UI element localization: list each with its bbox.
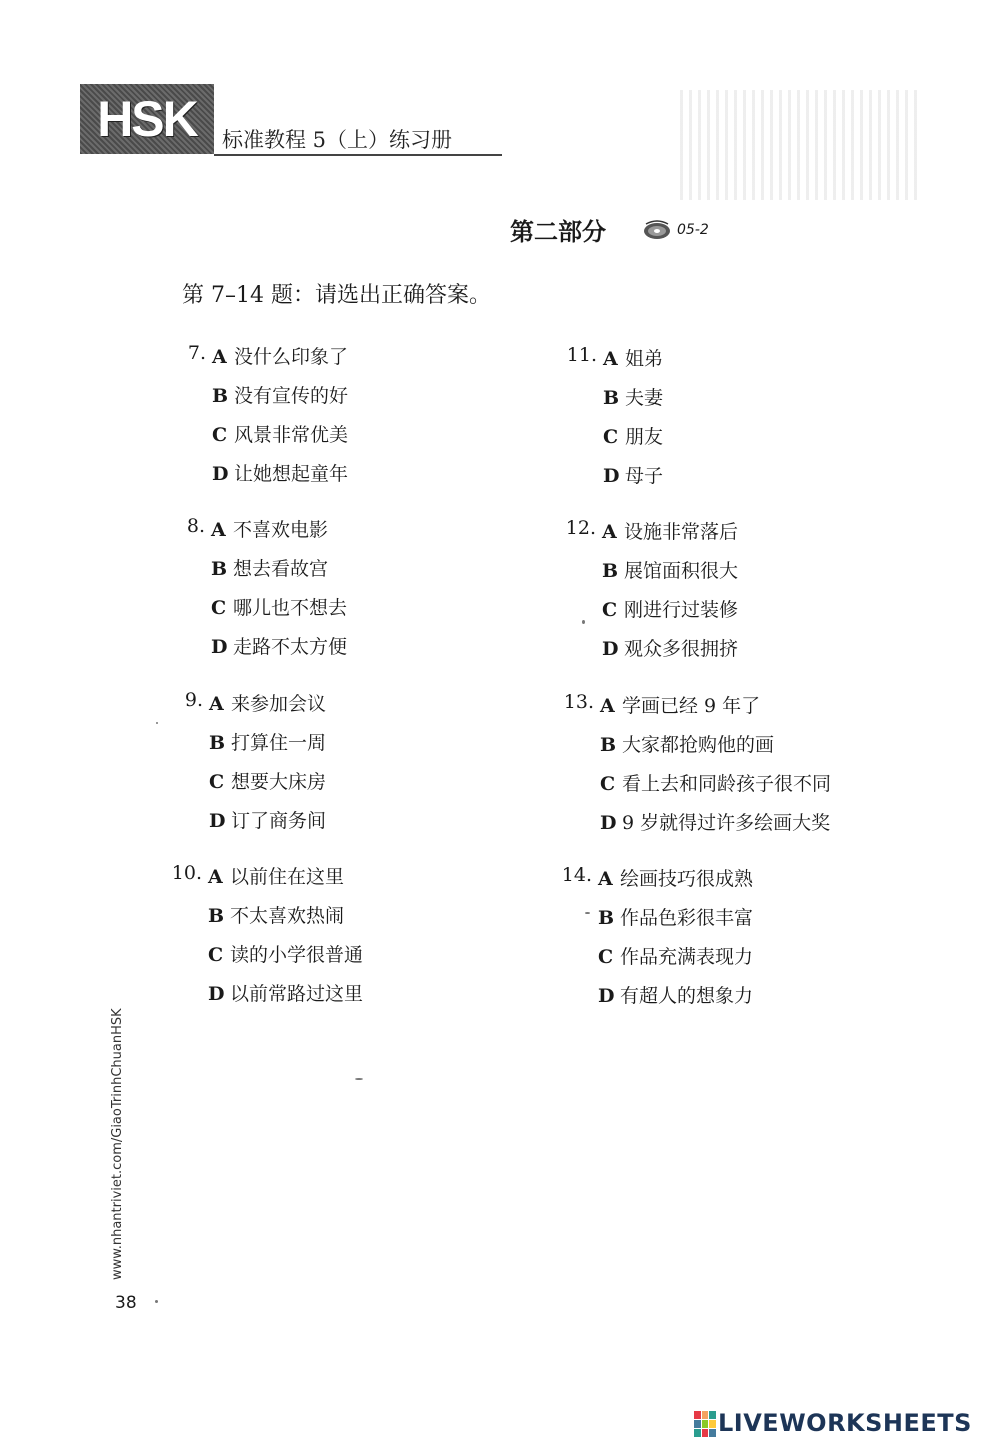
option-text: 走路不太方便 [233,636,348,658]
option-b[interactable] [603,383,663,407]
page-number: 38 [115,1293,137,1313]
option-c[interactable] [208,940,363,964]
option-text: 打算住一周 [231,732,327,754]
scan-speck [156,722,158,724]
option-letter: A [598,868,613,890]
option-text: 没什么印象了 [234,346,349,368]
option-letter: A [602,521,617,543]
option-text: 刚进行过装修 [624,599,739,621]
option-letter: B [212,385,229,407]
option-letter: A [211,519,226,541]
option-text: 展馆面积很大 [624,560,739,582]
question-number: 13. [563,691,594,713]
option-text: 订了商务间 [231,810,327,832]
option-letter: D [212,463,229,485]
option-a[interactable] [212,342,348,366]
option-c[interactable] [602,595,738,619]
option-text: 让她想起童年 [234,463,349,485]
option-letter: D [600,812,617,834]
option-text: 母子 [625,465,664,487]
question-number: 8. [186,515,205,537]
option-letter: A [209,693,224,715]
option-a[interactable] [600,691,760,715]
option-letter: A [208,866,223,888]
scan-speck [585,912,590,914]
option-a[interactable] [208,862,344,886]
option-letter: C [212,424,228,446]
option-letter: D [211,636,228,658]
scan-speck [582,620,585,624]
option-text: 风景非常优美 [234,424,349,446]
option-b[interactable] [209,728,326,752]
question-number: 10. [171,862,202,884]
question-number: 11. [566,344,597,366]
option-b[interactable] [602,556,738,580]
hsk-logo-text: HSK [97,91,197,147]
option-letter: C [211,597,227,619]
option-letter: B [602,560,619,582]
option-text: 作品充满表现力 [620,946,754,968]
option-letter: A [603,348,618,370]
option-text: 夫妻 [625,387,664,409]
option-a[interactable] [603,344,663,368]
option-letter: C [602,599,618,621]
option-letter: C [598,946,614,968]
option-b[interactable] [208,901,344,925]
option-text: 想去看故宫 [233,558,329,580]
option-text: 有超人的想象力 [620,985,754,1007]
question-number: 7. [187,342,206,364]
section-title: 第二部分 [510,217,606,246]
option-text: 设施非常落后 [624,521,739,543]
question-number: 12. [565,517,596,539]
option-text: 想要大床房 [231,771,327,793]
option-letter: B [211,558,228,580]
option-d[interactable] [211,632,347,656]
option-c[interactable] [211,593,347,617]
option-b[interactable] [211,554,328,578]
option-d[interactable] [598,981,753,1005]
option-letter: A [212,346,227,368]
option-text: 看上去和同龄孩子很不同 [622,773,832,795]
option-letter: D [603,465,620,487]
option-c[interactable] [603,422,663,446]
option-c[interactable] [598,942,753,966]
option-text: 读的小学很普通 [230,944,364,966]
book-title: 标准教程 5（上）练习册 [222,128,453,152]
option-a[interactable] [602,517,738,541]
option-letter: D [208,983,225,1005]
option-text: 作品色彩很丰富 [620,907,754,929]
option-text: 以前常路过这里 [230,983,364,1005]
option-letter: B [209,732,226,754]
option-a[interactable] [211,515,328,539]
liveworksheets-icon [694,1411,716,1437]
side-url-text: www.nhantriviet.com/GiaoTrinhChuanHSK [110,1008,125,1280]
option-letter: D [598,985,615,1007]
option-text: 不太喜欢热闹 [230,905,345,927]
option-d[interactable] [212,459,348,483]
option-text: 大家都抢购他的画 [622,734,775,756]
faint-scan-artifact [680,90,920,200]
option-c[interactable] [212,420,348,444]
option-letter: D [602,638,619,660]
hsk-logo [80,84,214,154]
option-text: 没有宣传的好 [234,385,349,407]
option-letter: C [603,426,619,448]
option-letter: C [208,944,224,966]
option-letter: B [600,734,617,756]
option-letter: C [209,771,225,793]
scan-speck [155,1300,158,1303]
header-rule [214,154,502,156]
option-letter: B [598,907,615,929]
option-text: 朋友 [625,426,664,448]
option-text: 姐弟 [625,348,664,370]
option-text: 哪儿也不想去 [233,597,348,619]
audio-cd-icon [642,218,672,240]
option-text: 学画已经 9 年了 [622,695,761,717]
option-text: 来参加会议 [231,693,327,715]
option-a[interactable] [598,864,753,888]
option-c[interactable] [209,767,326,791]
option-d[interactable] [208,979,363,1003]
option-b[interactable] [600,730,774,754]
option-a[interactable] [209,689,326,713]
option-text: 观众多很拥挤 [624,638,739,660]
liveworksheets-text: LIVEWORKSHEETS [718,1409,972,1437]
option-b[interactable] [598,903,753,927]
option-d[interactable] [602,634,738,658]
option-letter: C [600,773,616,795]
option-letter: D [209,810,226,832]
option-letter: A [600,695,615,717]
question-number: 9. [184,689,203,711]
option-d[interactable] [603,461,663,485]
option-text: 不喜欢电影 [233,519,329,541]
option-c[interactable] [600,769,831,793]
option-b[interactable] [212,381,348,405]
option-letter: B [208,905,225,927]
option-text: 9 岁就得过许多绘画大奖 [622,812,831,834]
option-text: 以前住在这里 [230,866,345,888]
question-number: 14. [561,864,592,886]
option-d[interactable] [600,808,830,832]
option-d[interactable] [209,806,326,830]
track-number: 05-2 [677,222,709,238]
scan-speck [355,1078,363,1080]
instruction-text: 第 7–14 题：请选出正确答案。 [182,283,491,308]
option-letter: B [603,387,620,409]
option-text: 绘画技巧很成熟 [620,868,754,890]
